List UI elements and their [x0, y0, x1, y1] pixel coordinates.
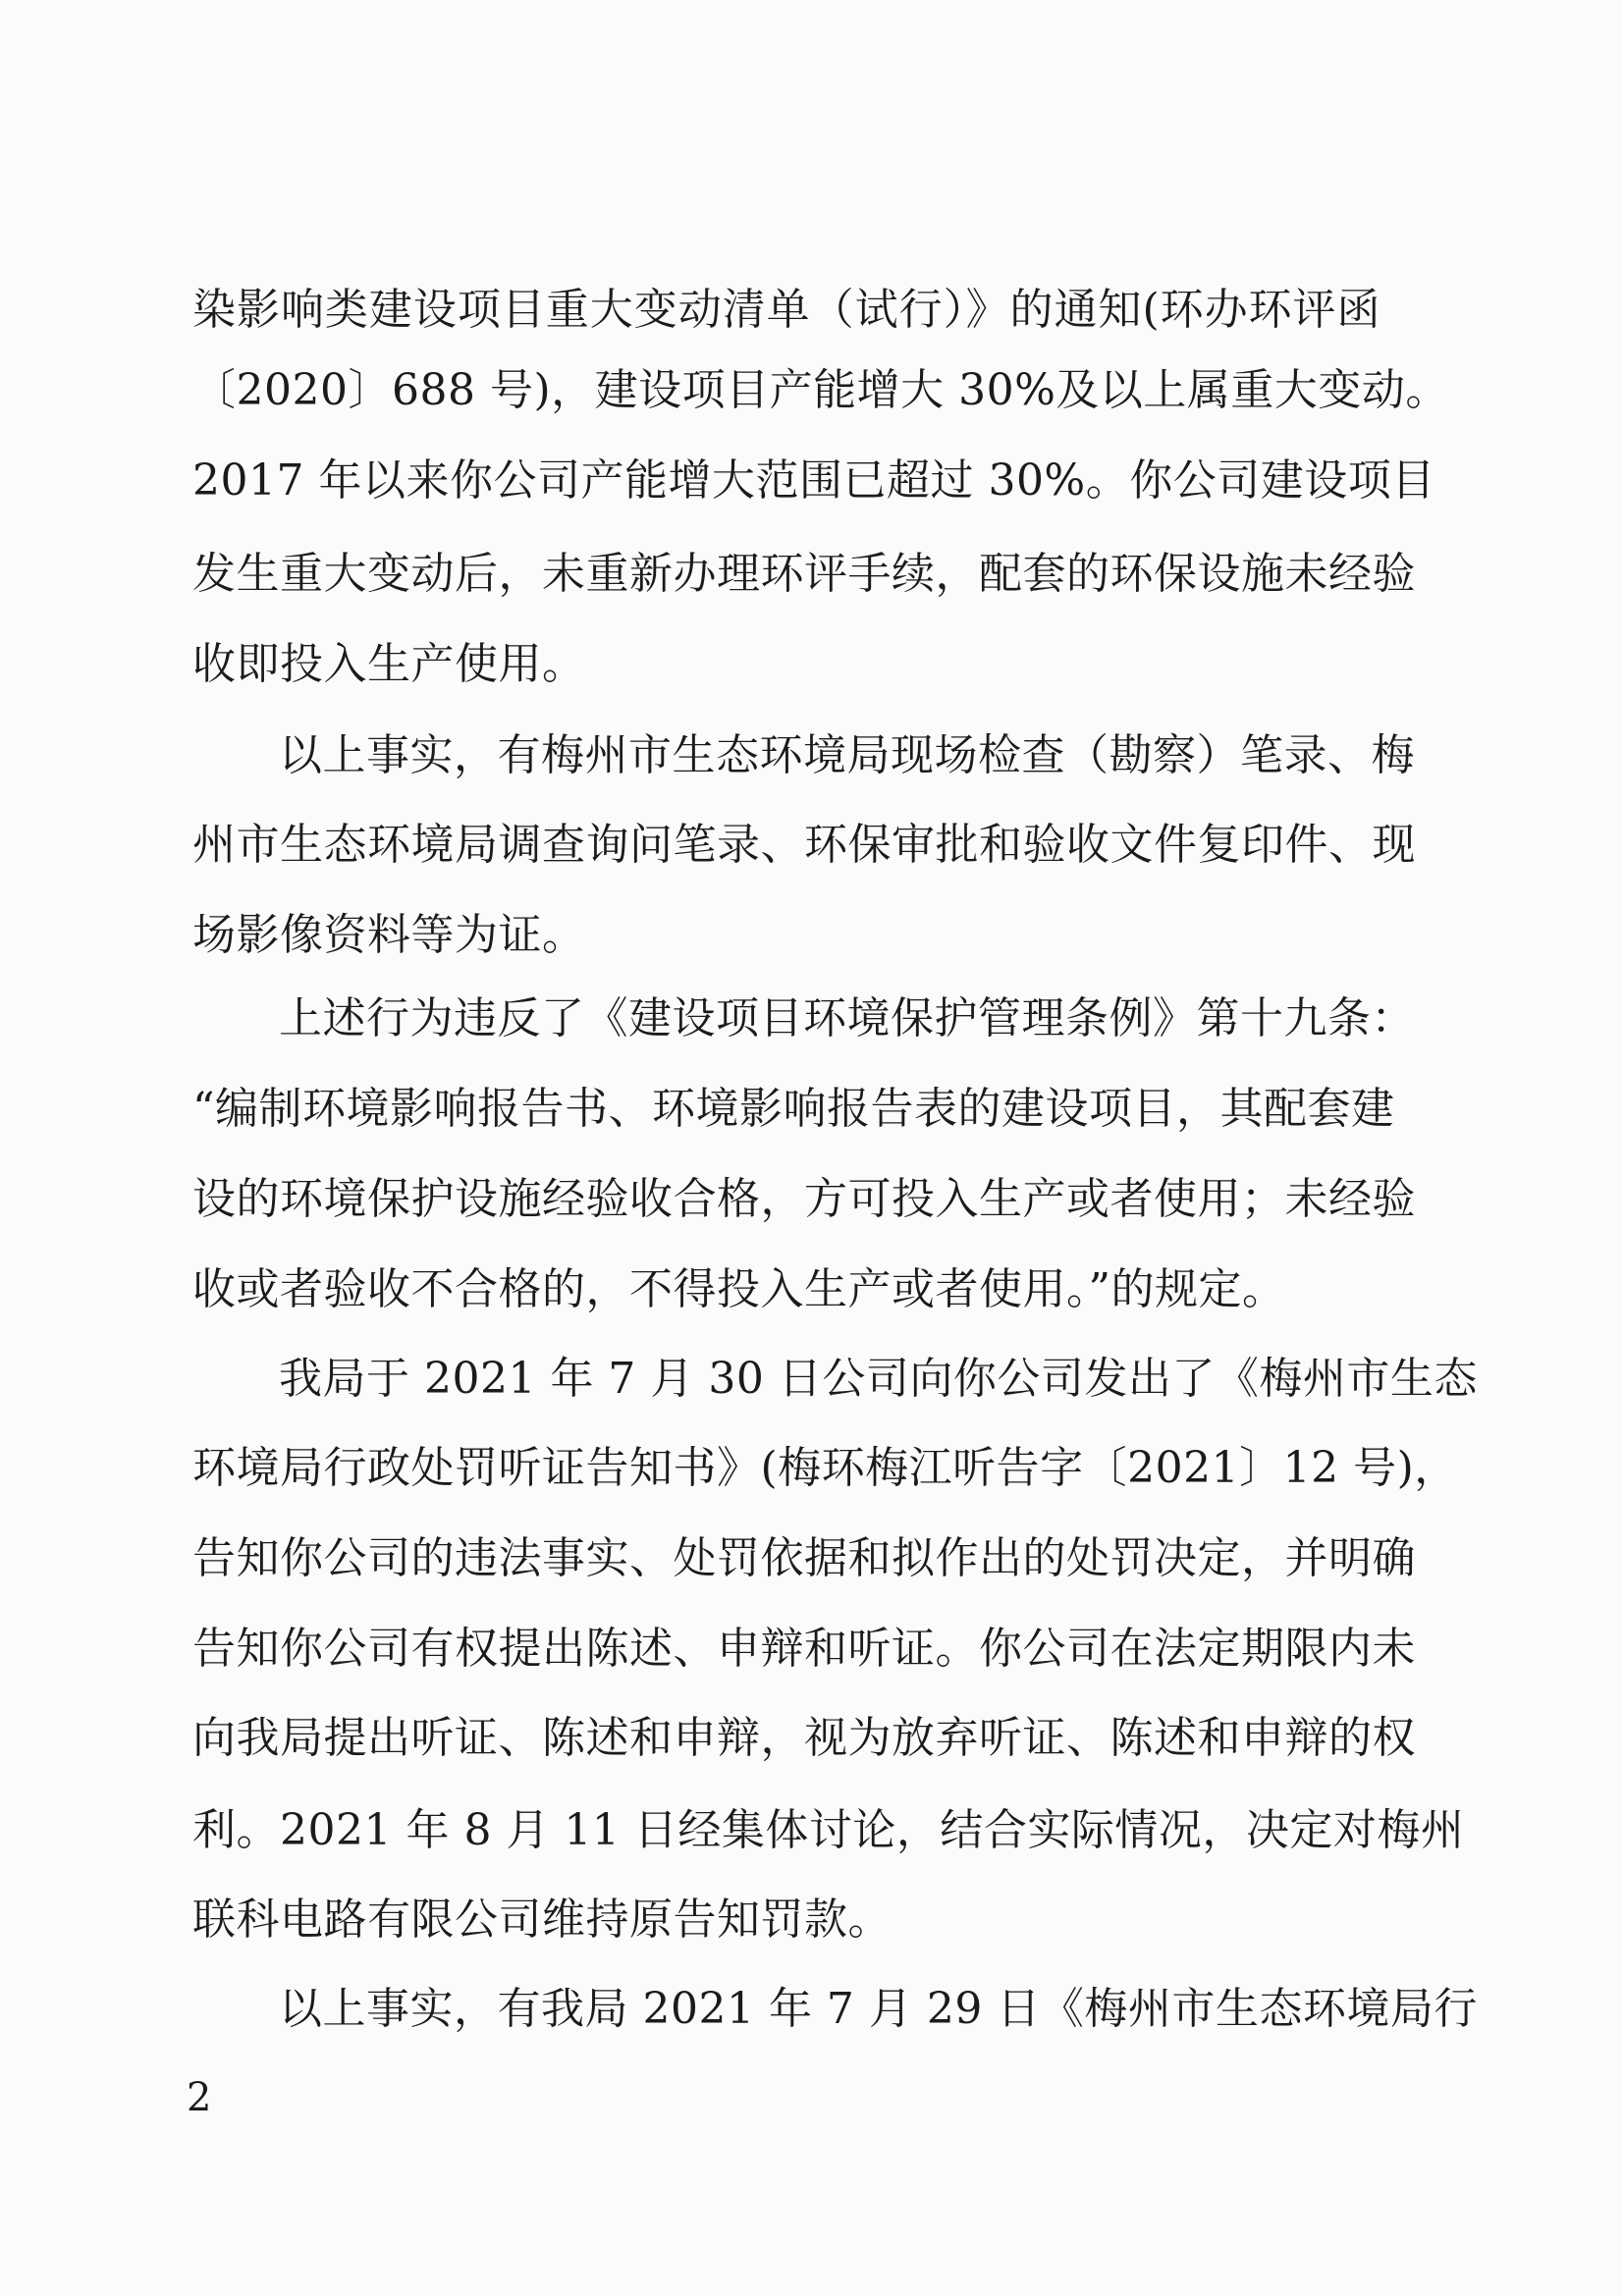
text-line: 上述行为违反了《建设项目环境保护管理条例》第十九条： [279, 993, 1415, 1043]
text-line: 场影像资料等为证。 [192, 910, 586, 960]
text-line: 联科电路有限公司维持原告知罚款。 [192, 1895, 892, 1945]
text-line: 利。2021 年 8 月 11 日经集体讨论，结合实际情况，决定对梅州 [192, 1805, 1465, 1855]
text-line: 向我局提出听证、陈述和申辩，视为放弃听证、陈述和申辩的权 [192, 1713, 1416, 1763]
text-line: 告知你公司的违法事实、处罚依据和拟作出的处罚决定，并明确 [192, 1533, 1416, 1583]
text-line: 以上事实，有梅州市生态环境局现场检查（勘察）笔录、梅 [279, 730, 1415, 780]
text-line: 我局于 2021 年 7 月 30 日公司向你公司发出了《梅州市生态 [279, 1354, 1478, 1404]
text-line: 州市生态环境局调查询问笔录、环保审批和验收文件复印件、现 [192, 820, 1416, 870]
text-line: 〔2020〕688 号)，建设项目产能增大 30%及以上属重大变动。 [192, 365, 1449, 415]
text-line: 发生重大变动后，未重新办理环评手续，配套的环保设施未经验 [192, 549, 1416, 599]
text-line: 2017 年以来你公司产能增大范围已超过 30%。你公司建设项目 [192, 455, 1435, 506]
page-number: 2 [187, 2075, 212, 2120]
text-line: 设的环境保护设施经验收合格，方可投入生产或者使用；未经验 [192, 1174, 1416, 1224]
text-line: 环境局行政处罚听证告知书》(梅环梅江听告字〔2021〕12 号)， [192, 1443, 1458, 1493]
text-line: 染影响类建设项目重大变动清单（试行）》的通知(环办环评函 [192, 285, 1380, 335]
text-line: “编制环境影响报告书、环境影响报告表的建设项目，其配套建 [192, 1084, 1395, 1134]
text-line: 收即投入生产使用。 [192, 639, 586, 689]
text-line: 以上事实，有我局 2021 年 7 月 29 日《梅州市生态环境局行 [279, 1984, 1478, 2034]
text-line: 收或者验收不合格的，不得投入生产或者使用。”的规定。 [192, 1264, 1286, 1314]
text-line: 告知你公司有权提出陈述、申辩和听证。你公司在法定期限内未 [192, 1624, 1416, 1674]
